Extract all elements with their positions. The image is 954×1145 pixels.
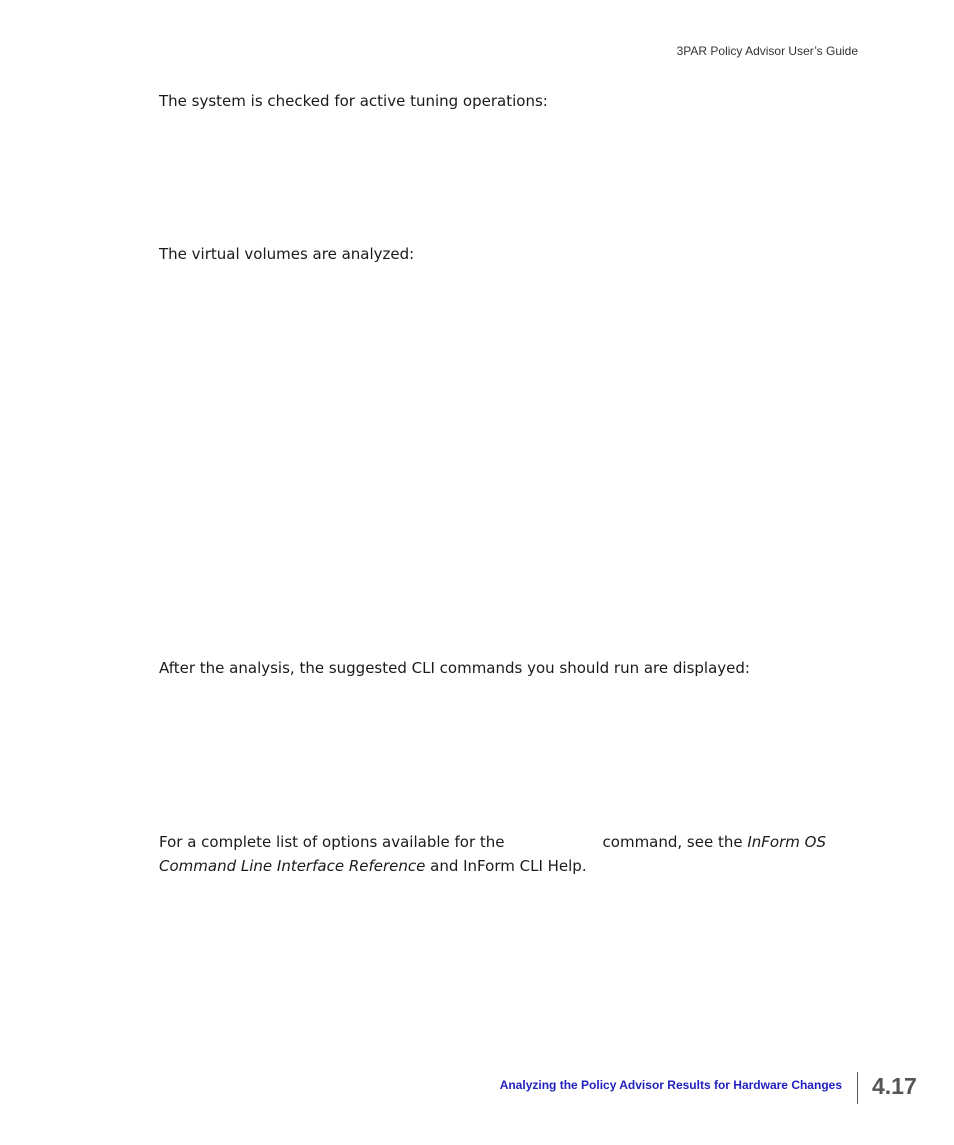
reference-title-part2: Command Line Interface Reference bbox=[159, 857, 426, 875]
paragraph-volumes-analyzed: The virtual volumes are analyzed: bbox=[159, 245, 415, 263]
footer-divider bbox=[857, 1072, 858, 1104]
reference-title-part1: InForm OS bbox=[747, 833, 826, 851]
options-text-middle: command, see the bbox=[602, 833, 743, 851]
footer-section-title: Analyzing the Policy Advisor Results for Hardware Changes bbox=[499, 1078, 842, 1092]
options-text-end: and InForm CLI Help. bbox=[430, 857, 587, 875]
paragraph-options-reference bbox=[159, 830, 826, 878]
paragraph-tuning-check: The system is checked for active tuning operations: bbox=[159, 92, 548, 110]
paragraph-suggested-commands: After the analysis, the suggested CLI commands you should run are displayed: bbox=[159, 659, 750, 677]
running-header: 3PAR Policy Advisor User’s Guide bbox=[676, 44, 858, 58]
page-number: 4.17 bbox=[872, 1073, 917, 1099]
options-text-start: For a complete list of options available for the bbox=[159, 833, 505, 851]
